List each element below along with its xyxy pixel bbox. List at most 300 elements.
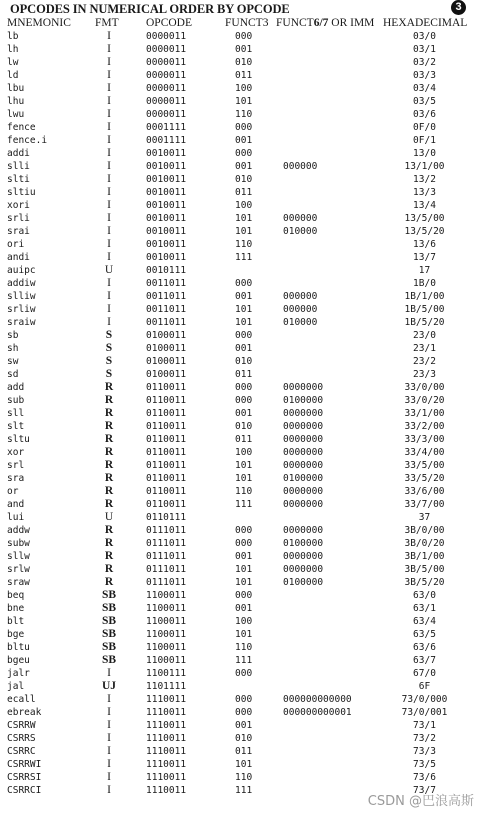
fmt-cell: I bbox=[107, 758, 111, 770]
mnemonic-cell: or bbox=[7, 486, 19, 497]
fmt-cell: S bbox=[105, 355, 113, 367]
mnemonic-cell: sraw bbox=[7, 577, 30, 588]
opcode-cell: 0010011 bbox=[146, 148, 187, 159]
mnemonic-cell: CSRRSI bbox=[7, 772, 42, 783]
table-row bbox=[0, 134, 484, 147]
hex-cell: 33/5/20 bbox=[404, 473, 445, 484]
opcode-cell: 0111011 bbox=[146, 525, 187, 536]
table-row bbox=[0, 498, 484, 511]
funct3-cell: 011 bbox=[235, 434, 253, 445]
funct3-cell: 000 bbox=[235, 590, 253, 601]
fmt-cell: I bbox=[107, 212, 111, 224]
mnemonic-cell: xori bbox=[7, 200, 30, 211]
table-row bbox=[0, 628, 484, 641]
funct3-cell: 000 bbox=[235, 707, 253, 718]
hex-cell: 1B/1/00 bbox=[404, 291, 445, 302]
table-row bbox=[0, 485, 484, 498]
table-row bbox=[0, 290, 484, 303]
mnemonic-cell: sh bbox=[7, 343, 19, 354]
hex-cell: 73/2 bbox=[413, 733, 436, 744]
hex-cell: 3B/0/00 bbox=[404, 525, 445, 536]
funct3-cell: 001 bbox=[235, 135, 253, 146]
hex-cell: 73/1 bbox=[413, 720, 436, 731]
hex-cell: 73/5 bbox=[413, 759, 436, 770]
hex-cell: 13/4 bbox=[413, 200, 436, 211]
funct3-cell: 000 bbox=[235, 382, 253, 393]
mnemonic-cell: slti bbox=[7, 174, 30, 185]
funct3-cell: 101 bbox=[235, 564, 253, 575]
funct7-cell: 000000 bbox=[283, 304, 318, 315]
opcode-cell: 0000011 bbox=[146, 57, 187, 68]
opcode-cell: 0011011 bbox=[146, 278, 187, 289]
mnemonic-cell: lwu bbox=[7, 109, 25, 120]
hex-cell: 17 bbox=[418, 265, 431, 276]
mnemonic-cell: ld bbox=[7, 70, 19, 81]
hex-cell: 03/5 bbox=[413, 96, 436, 107]
opcode-cell: 1100011 bbox=[146, 590, 187, 601]
mnemonic-cell: srl bbox=[7, 460, 25, 471]
hex-cell: 73/7 bbox=[413, 785, 436, 796]
funct3-cell: 010 bbox=[235, 421, 253, 432]
hex-cell: 33/0/00 bbox=[404, 382, 445, 393]
table-row bbox=[0, 212, 484, 225]
mnemonic-cell: blt bbox=[7, 616, 25, 627]
opcode-cell: 0111011 bbox=[146, 577, 187, 588]
funct7-cell: 0000000 bbox=[283, 382, 324, 393]
funct3-cell: 101 bbox=[235, 577, 253, 588]
opcode-cell: 0010011 bbox=[146, 161, 187, 172]
opcode-cell: 1110011 bbox=[146, 759, 187, 770]
table-row bbox=[0, 732, 484, 745]
opcode-cell: 0000011 bbox=[146, 70, 187, 81]
table-row bbox=[0, 589, 484, 602]
opcode-cell: 0010011 bbox=[146, 239, 187, 250]
mnemonic-cell: sll bbox=[7, 408, 25, 419]
table-row bbox=[0, 82, 484, 95]
fmt-cell: R bbox=[104, 472, 114, 484]
table-row bbox=[0, 654, 484, 667]
mnemonic-cell: slt bbox=[7, 421, 25, 432]
funct3-cell: 110 bbox=[235, 486, 253, 497]
opcode-cell: 1110011 bbox=[146, 694, 187, 705]
opcode-cell: 0100011 bbox=[146, 343, 187, 354]
table-row bbox=[0, 758, 484, 771]
funct3-cell: 000 bbox=[235, 31, 253, 42]
fmt-cell: I bbox=[107, 225, 111, 237]
table-row bbox=[0, 238, 484, 251]
fmt-cell: I bbox=[107, 95, 111, 107]
hex-cell: 23/1 bbox=[413, 343, 436, 354]
hex-cell: 63/1 bbox=[413, 603, 436, 614]
opcode-cell: 0000011 bbox=[146, 31, 187, 42]
mnemonic-cell: sd bbox=[7, 369, 19, 380]
opcode-cell: 0010011 bbox=[146, 187, 187, 198]
funct3-cell: 010 bbox=[235, 174, 253, 185]
table-row bbox=[0, 329, 484, 342]
funct7-cell: 0100000 bbox=[283, 473, 324, 484]
hex-cell: 13/5/20 bbox=[404, 226, 445, 237]
opcode-cell: 0111011 bbox=[146, 564, 187, 575]
hex-cell: 23/3 bbox=[413, 369, 436, 380]
mnemonic-cell: andi bbox=[7, 252, 30, 263]
fmt-cell: I bbox=[107, 238, 111, 250]
mnemonic-cell: CSRRW bbox=[7, 720, 36, 731]
fmt-cell: R bbox=[104, 446, 114, 458]
funct7-cell: 0100000 bbox=[283, 577, 324, 588]
fmt-cell: R bbox=[104, 485, 114, 497]
table-row bbox=[0, 693, 484, 706]
hex-cell: 1B/5/00 bbox=[404, 304, 445, 315]
table-row bbox=[0, 186, 484, 199]
fmt-cell: I bbox=[107, 121, 111, 133]
opcode-table bbox=[0, 30, 484, 797]
opcode-cell: 0110011 bbox=[146, 395, 187, 406]
mnemonic-cell: sw bbox=[7, 356, 19, 367]
funct3-cell: 000 bbox=[235, 122, 253, 133]
table-row bbox=[0, 30, 484, 43]
opcode-cell: 1100111 bbox=[146, 668, 187, 679]
funct3-cell: 110 bbox=[235, 772, 253, 783]
mnemonic-cell: CSRRS bbox=[7, 733, 36, 744]
table-row bbox=[0, 160, 484, 173]
table-row bbox=[0, 95, 484, 108]
mnemonic-cell: subw bbox=[7, 538, 30, 549]
funct3-cell: 000 bbox=[235, 148, 253, 159]
funct7-cell: 0000000 bbox=[283, 525, 324, 536]
fmt-cell: I bbox=[107, 199, 111, 211]
funct3-cell: 100 bbox=[235, 616, 253, 627]
funct3-cell: 001 bbox=[235, 291, 253, 302]
opcode-cell: 1101111 bbox=[146, 681, 187, 692]
funct3-cell: 101 bbox=[235, 304, 253, 315]
opcode-cell: 1110011 bbox=[146, 772, 187, 783]
funct7-cell: 0000000 bbox=[283, 564, 324, 575]
mnemonic-cell: slliw bbox=[7, 291, 36, 302]
mnemonic-cell: CSRRC bbox=[7, 746, 36, 757]
funct7-cell: 0100000 bbox=[283, 395, 324, 406]
mnemonic-cell: beq bbox=[7, 590, 25, 601]
mnemonic-cell: jalr bbox=[7, 668, 30, 679]
funct7-cell: 010000 bbox=[283, 226, 318, 237]
fmt-cell: S bbox=[105, 342, 113, 354]
funct7-cell: 0000000 bbox=[283, 447, 324, 458]
table-row bbox=[0, 381, 484, 394]
table-row bbox=[0, 342, 484, 355]
table-row bbox=[0, 641, 484, 654]
hex-cell: 13/2 bbox=[413, 174, 436, 185]
fmt-cell: I bbox=[107, 108, 111, 120]
hex-cell: 33/2/00 bbox=[404, 421, 445, 432]
fmt-cell: SB bbox=[101, 628, 117, 640]
hex-cell: 67/0 bbox=[413, 668, 436, 679]
mnemonic-cell: slli bbox=[7, 161, 30, 172]
hex-cell: 33/6/00 bbox=[404, 486, 445, 497]
mnemonic-cell: sra bbox=[7, 473, 25, 484]
opcode-cell: 1100011 bbox=[146, 629, 187, 640]
opcode-cell: 0110011 bbox=[146, 473, 187, 484]
opcode-cell: 0100011 bbox=[146, 369, 187, 380]
table-row bbox=[0, 771, 484, 784]
funct3-cell: 100 bbox=[235, 447, 253, 458]
opcode-cell: 0100011 bbox=[146, 356, 187, 367]
funct7-cell: 0000000 bbox=[283, 434, 324, 445]
funct3-cell: 101 bbox=[235, 473, 253, 484]
table-row bbox=[0, 472, 484, 485]
mnemonic-cell: bgeu bbox=[7, 655, 30, 666]
mnemonic-cell: srlw bbox=[7, 564, 30, 575]
hex-cell: 73/3 bbox=[413, 746, 436, 757]
hex-cell: 1B/0 bbox=[413, 278, 436, 289]
mnemonic-cell: xor bbox=[7, 447, 25, 458]
opcode-cell: 0010011 bbox=[146, 200, 187, 211]
hex-cell: 13/3 bbox=[413, 187, 436, 198]
table-row bbox=[0, 69, 484, 82]
fmt-cell: I bbox=[107, 251, 111, 263]
hex-cell: 3B/5/20 bbox=[404, 577, 445, 588]
funct3-cell: 000 bbox=[235, 525, 253, 536]
hex-cell: 23/2 bbox=[413, 356, 436, 367]
table-row bbox=[0, 251, 484, 264]
fmt-cell: U bbox=[104, 511, 114, 523]
funct3-cell: 111 bbox=[235, 655, 253, 666]
fmt-cell: I bbox=[107, 771, 111, 783]
mnemonic-cell: lh bbox=[7, 44, 19, 55]
watermark: CSDN @巴浪高斯 bbox=[367, 794, 474, 809]
mnemonic-cell: srli bbox=[7, 213, 30, 224]
funct3-cell: 001 bbox=[235, 720, 253, 731]
hex-cell: 03/0 bbox=[413, 31, 436, 42]
fmt-cell: I bbox=[107, 277, 111, 289]
table-row bbox=[0, 394, 484, 407]
funct3-cell: 001 bbox=[235, 343, 253, 354]
hex-cell: 03/3 bbox=[413, 70, 436, 81]
funct3-cell: 000 bbox=[235, 278, 253, 289]
opcode-cell: 0110011 bbox=[146, 447, 187, 458]
funct3-cell: 111 bbox=[235, 499, 253, 510]
table-row bbox=[0, 121, 484, 134]
funct3-cell: 010 bbox=[235, 57, 253, 68]
funct3-cell: 101 bbox=[235, 317, 253, 328]
fmt-cell: R bbox=[104, 537, 114, 549]
mnemonic-cell: sb bbox=[7, 330, 19, 341]
fmt-cell: I bbox=[107, 186, 111, 198]
opcode-cell: 0111011 bbox=[146, 551, 187, 562]
mnemonic-cell: jal bbox=[7, 681, 25, 692]
mnemonic-cell: lb bbox=[7, 31, 19, 42]
table-row bbox=[0, 745, 484, 758]
funct3-cell: 110 bbox=[235, 642, 253, 653]
table-row bbox=[0, 706, 484, 719]
mnemonic-cell: ori bbox=[7, 239, 25, 250]
funct7-cell: 0000000 bbox=[283, 499, 324, 510]
opcode-cell: 1100011 bbox=[146, 642, 187, 653]
fmt-cell: I bbox=[107, 667, 111, 679]
fmt-cell: U bbox=[104, 264, 114, 276]
hex-cell: 73/6 bbox=[413, 772, 436, 783]
header-funct7-suffix: OR IMM bbox=[328, 17, 375, 29]
fmt-cell: I bbox=[107, 56, 111, 68]
hex-cell: 6F bbox=[418, 681, 431, 692]
fmt-cell: I bbox=[107, 147, 111, 159]
hex-cell: 33/4/00 bbox=[404, 447, 445, 458]
table-row bbox=[0, 173, 484, 186]
opcode-cell: 0011011 bbox=[146, 304, 187, 315]
fmt-cell: I bbox=[107, 134, 111, 146]
funct7-cell: 0000000 bbox=[283, 486, 324, 497]
mnemonic-cell: srai bbox=[7, 226, 30, 237]
table-row bbox=[0, 355, 484, 368]
fmt-cell: SB bbox=[101, 654, 117, 666]
fmt-cell: SB bbox=[101, 641, 117, 653]
funct7-cell: 0000000 bbox=[283, 551, 324, 562]
fmt-cell: R bbox=[104, 524, 114, 536]
hex-cell: 3B/5/00 bbox=[404, 564, 445, 575]
header-funct7-bold: 6/7 bbox=[313, 17, 329, 29]
fmt-cell: I bbox=[107, 316, 111, 328]
hex-cell: 63/5 bbox=[413, 629, 436, 640]
table-row bbox=[0, 368, 484, 381]
fmt-cell: I bbox=[107, 303, 111, 315]
table-row bbox=[0, 524, 484, 537]
fmt-cell: I bbox=[107, 173, 111, 185]
table-row bbox=[0, 316, 484, 329]
funct3-cell: 011 bbox=[235, 187, 253, 198]
opcode-cell: 0001111 bbox=[146, 135, 187, 146]
table-row bbox=[0, 420, 484, 433]
table-row bbox=[0, 537, 484, 550]
header-mnemonic: MNEMONIC bbox=[7, 17, 71, 29]
mnemonic-cell: ecall bbox=[7, 694, 36, 705]
opcode-cell: 0011011 bbox=[146, 317, 187, 328]
table-row bbox=[0, 56, 484, 69]
mnemonic-cell: sltiu bbox=[7, 187, 36, 198]
opcode-cell: 0111011 bbox=[146, 538, 187, 549]
fmt-cell: R bbox=[104, 459, 114, 471]
hex-cell: 03/1 bbox=[413, 44, 436, 55]
fmt-cell: I bbox=[107, 706, 111, 718]
opcode-cell: 1110011 bbox=[146, 733, 187, 744]
table-row bbox=[0, 225, 484, 238]
hex-cell: 63/6 bbox=[413, 642, 436, 653]
fmt-cell: R bbox=[104, 407, 114, 419]
opcode-cell: 0110011 bbox=[146, 421, 187, 432]
opcode-cell: 0000011 bbox=[146, 109, 187, 120]
funct3-cell: 011 bbox=[235, 70, 253, 81]
hex-cell: 13/7 bbox=[413, 252, 436, 263]
fmt-cell: UJ bbox=[101, 680, 117, 692]
header-funct7-or-imm bbox=[276, 17, 374, 30]
funct3-cell: 100 bbox=[235, 200, 253, 211]
hex-cell: 33/0/20 bbox=[404, 395, 445, 406]
fmt-cell: I bbox=[107, 732, 111, 744]
mnemonic-cell: auipc bbox=[7, 265, 36, 276]
opcode-cell: 0100011 bbox=[146, 330, 187, 341]
table-row bbox=[0, 43, 484, 56]
opcode-cell: 1100011 bbox=[146, 655, 187, 666]
funct3-cell: 101 bbox=[235, 629, 253, 640]
funct3-cell: 011 bbox=[235, 746, 253, 757]
fmt-cell: R bbox=[104, 420, 114, 432]
funct3-cell: 000 bbox=[235, 330, 253, 341]
table-row bbox=[0, 576, 484, 589]
funct3-cell: 001 bbox=[235, 603, 253, 614]
hex-cell: 03/6 bbox=[413, 109, 436, 120]
table-row bbox=[0, 407, 484, 420]
mnemonic-cell: bltu bbox=[7, 642, 30, 653]
funct3-cell: 100 bbox=[235, 83, 253, 94]
mnemonic-cell: lbu bbox=[7, 83, 25, 94]
opcode-cell: 0110011 bbox=[146, 460, 187, 471]
opcode-cell: 0110011 bbox=[146, 382, 187, 393]
funct3-cell: 110 bbox=[235, 109, 253, 120]
table-row bbox=[0, 199, 484, 212]
funct3-cell: 101 bbox=[235, 96, 253, 107]
mnemonic-cell: sub bbox=[7, 395, 25, 406]
funct3-cell: 001 bbox=[235, 551, 253, 562]
opcode-cell: 0110011 bbox=[146, 434, 187, 445]
table-row bbox=[0, 459, 484, 472]
fmt-cell: R bbox=[104, 550, 114, 562]
mnemonic-cell: fence bbox=[7, 122, 36, 133]
hex-cell: 33/7/00 bbox=[404, 499, 445, 510]
opcode-cell: 1110011 bbox=[146, 785, 187, 796]
hex-cell: 13/1/00 bbox=[404, 161, 445, 172]
header-funct3: FUNCT3 bbox=[225, 17, 269, 29]
funct7-cell: 0100000 bbox=[283, 538, 324, 549]
opcode-cell: 1110011 bbox=[146, 707, 187, 718]
opcode-cell: 1100011 bbox=[146, 603, 187, 614]
hex-cell: 13/0 bbox=[413, 148, 436, 159]
hex-cell: 33/3/00 bbox=[404, 434, 445, 445]
funct3-cell: 111 bbox=[235, 252, 253, 263]
fmt-cell: R bbox=[104, 498, 114, 510]
funct7-cell: 000000000000 bbox=[283, 694, 352, 705]
fmt-cell: SB bbox=[101, 602, 117, 614]
fmt-cell: S bbox=[105, 329, 113, 341]
funct3-cell: 000 bbox=[235, 668, 253, 679]
mnemonic-cell: ebreak bbox=[7, 707, 42, 718]
hex-cell: 73/0/001 bbox=[401, 707, 448, 718]
funct3-cell: 000 bbox=[235, 538, 253, 549]
mnemonic-cell: lui bbox=[7, 512, 25, 523]
fmt-cell: I bbox=[107, 82, 111, 94]
hex-cell: 03/2 bbox=[413, 57, 436, 68]
mnemonic-cell: sraiw bbox=[7, 317, 36, 328]
opcode-cell: 0110111 bbox=[146, 512, 187, 523]
fmt-cell: R bbox=[104, 433, 114, 445]
hex-cell: 63/0 bbox=[413, 590, 436, 601]
mnemonic-cell: sltu bbox=[7, 434, 30, 445]
mnemonic-cell: srliw bbox=[7, 304, 36, 315]
table-row bbox=[0, 108, 484, 121]
opcode-cell: 0000011 bbox=[146, 96, 187, 107]
mnemonic-cell: sllw bbox=[7, 551, 30, 562]
opcode-cell: 0010011 bbox=[146, 174, 187, 185]
table-row bbox=[0, 303, 484, 316]
mnemonic-cell: lw bbox=[7, 57, 19, 68]
funct3-cell: 101 bbox=[235, 213, 253, 224]
hex-cell: 63/4 bbox=[413, 616, 436, 627]
funct7-cell: 000000 bbox=[283, 291, 318, 302]
opcode-cell: 0010011 bbox=[146, 213, 187, 224]
funct3-cell: 101 bbox=[235, 759, 253, 770]
hex-cell: 3B/1/00 bbox=[404, 551, 445, 562]
table-row bbox=[0, 511, 484, 524]
page-title: OPCODES IN NUMERICAL ORDER BY OPCODE bbox=[10, 2, 290, 16]
funct3-cell: 001 bbox=[235, 161, 253, 172]
fmt-cell: I bbox=[107, 784, 111, 796]
table-row bbox=[0, 264, 484, 277]
